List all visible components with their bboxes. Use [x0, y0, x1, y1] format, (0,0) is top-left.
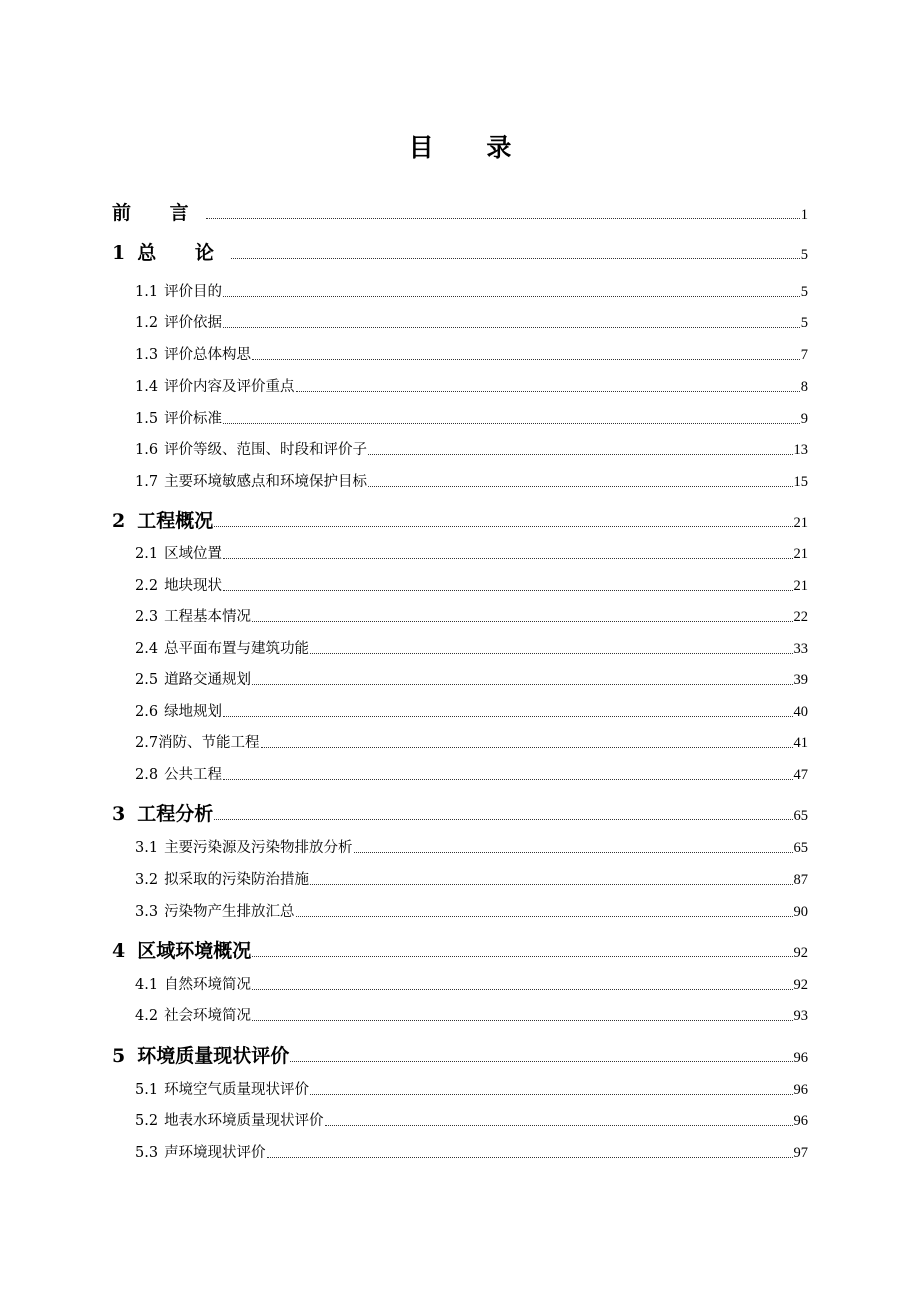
toc-section-row[interactable] [135, 867, 808, 889]
toc-page-number: 92 [793, 977, 808, 994]
toc-entry-label [112, 804, 213, 825]
toc-section-row[interactable] [135, 699, 808, 721]
toc-dot-leader [267, 1153, 793, 1158]
toc-section-row[interactable] [135, 279, 808, 301]
toc-entry-number: 3.3 [135, 904, 159, 921]
toc-chapter-row[interactable] [112, 1039, 808, 1067]
toc-section-row[interactable] [135, 899, 808, 921]
page-title: 目 录 [408, 133, 534, 162]
toc-page-number: 97 [793, 1145, 808, 1162]
toc-entry-label [135, 978, 251, 994]
toc-page-number: 96 [793, 1050, 808, 1067]
toc-entry-number: 1.3 [135, 347, 159, 364]
toc-entry-text: 地块现状 [164, 578, 223, 595]
toc-page-number: 21 [793, 515, 808, 532]
toc-section-row[interactable] [135, 374, 808, 396]
toc-dot-leader [223, 712, 792, 717]
toc-page-number: 21 [793, 546, 808, 563]
toc-entry-number: 3.2 [135, 872, 159, 889]
toc-entry-number: 1.1 [135, 284, 159, 301]
toc-entry-text: 工程分析 [137, 803, 214, 826]
toc-entry-number: 4 [112, 940, 126, 963]
toc-page-number: 92 [793, 945, 808, 962]
toc-page-number: 9 [800, 411, 808, 428]
toc-entry-text: 区域环境概况 [137, 940, 252, 963]
toc-dot-leader [206, 214, 800, 219]
toc-entry-label [135, 705, 222, 721]
toc-entry-number: 5.3 [135, 1145, 159, 1162]
toc-entry-number: 1.4 [135, 379, 159, 396]
toc-entry-label [135, 316, 222, 332]
toc-page-number: 87 [793, 872, 808, 889]
toc-entry-label [135, 348, 251, 364]
toc-entry-label [135, 412, 222, 428]
toc-entry-text: 主要污染源及污染物排放分析 [164, 840, 353, 857]
toc-page-number: 96 [793, 1113, 808, 1130]
toc-entry-label [112, 511, 213, 532]
toc-page-number: 13 [793, 442, 808, 459]
toc-entry-number: 2.1 [135, 546, 159, 563]
toc-section-row[interactable] [135, 667, 808, 689]
toc-entry-text: 工程概况 [137, 510, 214, 533]
toc-page-number: 5 [800, 284, 808, 301]
toc-entry-label [135, 1009, 251, 1025]
toc-chapter-row[interactable] [112, 934, 808, 962]
toc-dot-leader [223, 554, 792, 559]
toc-section-row[interactable] [135, 406, 808, 428]
toc-entry-label [135, 547, 222, 563]
toc-section-row[interactable] [135, 573, 808, 595]
toc-entry-number: 2.3 [135, 609, 159, 626]
toc-page-number: 8 [800, 379, 808, 396]
toc-entry-label [112, 1046, 289, 1067]
toc-section-row[interactable] [135, 1003, 808, 1025]
toc-page-number: 1 [800, 207, 808, 224]
toc-entry-text: 污染物产生排放汇总 [164, 904, 295, 921]
toc-entry-text: 消防、节能工程 [158, 735, 260, 752]
toc-dot-leader [354, 848, 793, 853]
toc-dot-leader [252, 680, 792, 685]
toc-page-number: 22 [793, 609, 808, 626]
toc-dot-leader [368, 450, 792, 455]
toc-section-row[interactable] [135, 310, 808, 332]
toc-page-number: 41 [793, 735, 808, 752]
toc-section-row[interactable] [135, 604, 808, 626]
toc-page-number: 5 [800, 247, 808, 264]
toc-entry-number: 1 [112, 242, 126, 265]
toc-entry-number: 5.1 [135, 1082, 159, 1099]
toc-dot-leader [325, 1121, 793, 1126]
toc-entry-label [135, 285, 222, 301]
toc-section-row[interactable] [135, 541, 808, 563]
toc-entry-number: 1.6 [135, 442, 159, 459]
toc-entry-label [135, 380, 295, 396]
toc-section-row[interactable] [135, 437, 808, 459]
toc-entry-text: 道路交通规划 [164, 672, 252, 689]
toc-entry-text: 总 论 [137, 242, 230, 265]
toc-page-number: 7 [800, 347, 808, 364]
toc-page-number: 5 [800, 315, 808, 332]
toc-dot-leader [252, 617, 792, 622]
toc-entry-text: 环境空气质量现状评价 [164, 1082, 310, 1099]
toc-entry-text: 评价等级、范围、时段和评价子 [164, 442, 368, 459]
toc-entry-number: 2.4 [135, 641, 159, 658]
toc-dot-leader [296, 912, 793, 917]
toc-entry-number: 1.5 [135, 411, 159, 428]
toc-entry-label [135, 475, 367, 491]
toc-section-row[interactable] [135, 730, 808, 752]
toc-entry-number: 2 [112, 510, 126, 533]
toc-entry-label [135, 579, 222, 595]
toc-entry-label [135, 1146, 266, 1162]
toc-entry-text: 评价内容及评价重点 [164, 379, 295, 396]
toc-entry-text: 评价总体构思 [164, 347, 252, 364]
toc-entry-number: 1.7 [135, 474, 159, 491]
toc-dot-leader [252, 985, 792, 990]
toc-section-row[interactable] [135, 1108, 808, 1130]
toc-entry-number: 5.2 [135, 1113, 159, 1130]
toc-entry-number: 3.1 [135, 840, 159, 857]
toc-chapter-row[interactable] [112, 196, 808, 224]
toc-dot-leader [252, 1016, 792, 1021]
toc-page-number: 65 [793, 808, 808, 825]
toc-page-number: 96 [793, 1082, 808, 1099]
toc-entry-number: 4.1 [135, 977, 159, 994]
toc-page-number: 15 [793, 474, 808, 491]
toc-entry-text: 评价目的 [164, 284, 223, 301]
toc-entry-text: 环境质量现状评价 [137, 1045, 290, 1068]
toc-dot-leader [214, 522, 792, 527]
toc-entry-number: 2.2 [135, 578, 159, 595]
toc-entry-label [135, 1114, 324, 1130]
toc-entry-label [135, 736, 260, 752]
toc-section-row[interactable] [135, 1140, 808, 1162]
toc-dot-leader [231, 254, 800, 259]
toc-dot-leader [223, 586, 792, 591]
toc-entry-label [135, 642, 309, 658]
toc-entry-text: 前 言 [112, 202, 205, 225]
toc-section-row[interactable] [135, 636, 808, 658]
toc-entry-text: 绿地规划 [164, 704, 223, 721]
toc-entry-label [135, 673, 251, 689]
toc-entry-text: 拟采取的污染防治措施 [164, 872, 310, 889]
toc-dot-leader [223, 775, 792, 780]
toc-chapter-row[interactable] [112, 504, 808, 532]
toc-page-number: 93 [793, 1008, 808, 1025]
toc-entry-number: 2.5 [135, 672, 159, 689]
toc-dot-leader [214, 815, 792, 820]
toc-entry-number: 2.7 [135, 735, 159, 752]
toc-dot-leader [310, 649, 792, 654]
toc-entry-number: 4.2 [135, 1008, 159, 1025]
toc-section-row[interactable] [135, 762, 808, 784]
toc-page-number: 65 [793, 840, 808, 857]
toc-entry-number: 1.2 [135, 315, 159, 332]
toc-entry-text: 社会环境简况 [164, 1008, 252, 1025]
toc-entry-text: 区域位置 [164, 546, 223, 563]
toc-section-row[interactable] [135, 469, 808, 491]
toc-page-number: 47 [793, 767, 808, 784]
toc-dot-leader [223, 323, 800, 328]
toc-entry-text: 总平面布置与建筑功能 [164, 641, 310, 658]
toc-section-row[interactable] [135, 835, 808, 857]
toc-entry-text: 公共工程 [164, 767, 223, 784]
toc-dot-leader [261, 743, 793, 748]
toc-section-row[interactable] [135, 1077, 808, 1099]
toc-entry-label [135, 768, 222, 784]
toc-entry-text: 评价依据 [164, 315, 223, 332]
toc-entry-number: 5 [112, 1045, 126, 1068]
toc-entry-label [112, 203, 205, 224]
toc-dot-leader [252, 952, 792, 957]
toc-dot-leader [310, 880, 792, 885]
toc-chapter-row[interactable] [112, 236, 808, 264]
toc-dot-leader [368, 482, 792, 487]
toc-entry-number: 2.6 [135, 704, 159, 721]
toc-entry-label [135, 610, 251, 626]
toc-page-number: 39 [793, 672, 808, 689]
toc-page-number: 21 [793, 578, 808, 595]
toc-entry-text: 评价标准 [164, 411, 223, 428]
toc-entry-label [112, 243, 230, 264]
toc-entry-text: 主要环境敏感点和环境保护目标 [164, 474, 368, 491]
toc-entry-label [135, 873, 309, 889]
toc-entry-number: 3 [112, 803, 126, 826]
toc-page-number: 33 [793, 641, 808, 658]
toc-entry-label [135, 841, 353, 857]
toc-entry-text: 工程基本情况 [164, 609, 252, 626]
toc-dot-leader [223, 419, 800, 424]
toc-entry-text: 声环境现状评价 [164, 1145, 266, 1162]
toc-dot-leader [290, 1057, 792, 1062]
toc-entry-label [135, 443, 367, 459]
toc-entry-label [112, 941, 251, 962]
toc-dot-leader [310, 1090, 792, 1095]
toc-entry-text: 自然环境简况 [164, 977, 252, 994]
toc-page-number: 90 [793, 904, 808, 921]
toc-entry-label [135, 1083, 309, 1099]
toc-entry-label [135, 905, 295, 921]
toc-dot-leader [252, 355, 800, 360]
toc-section-row[interactable] [135, 972, 808, 994]
toc-section-row[interactable] [135, 342, 808, 364]
toc-dot-leader [296, 387, 800, 392]
toc-entry-text: 地表水环境质量现状评价 [164, 1113, 324, 1130]
toc-entry-number: 2.8 [135, 767, 159, 784]
toc-page-number: 40 [793, 704, 808, 721]
toc-dot-leader [223, 292, 800, 297]
toc-chapter-row[interactable] [112, 797, 808, 825]
